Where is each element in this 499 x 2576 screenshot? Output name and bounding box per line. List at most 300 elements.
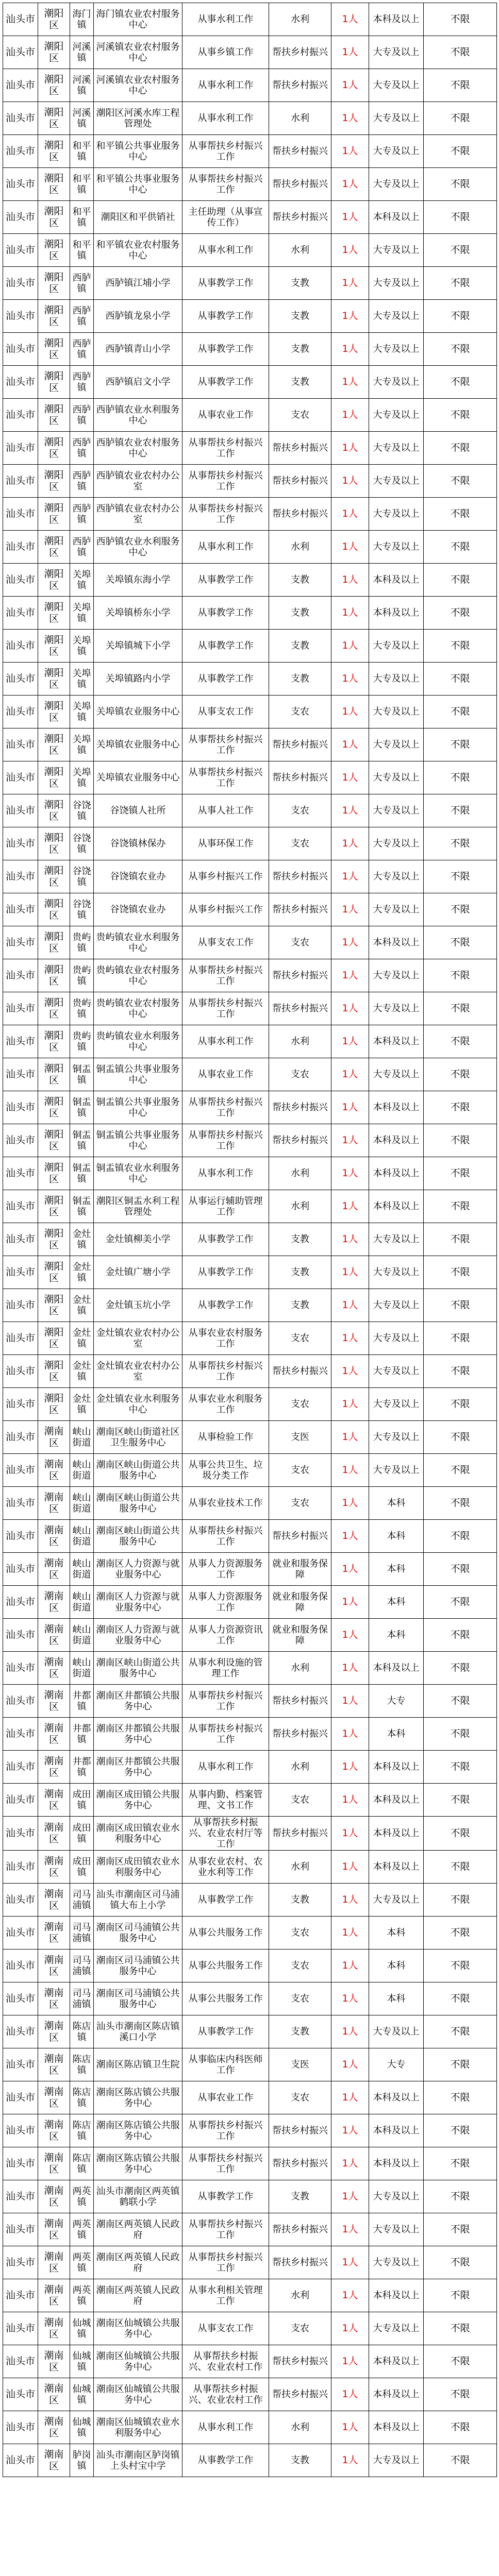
education-cell: 本科及以上 bbox=[369, 2279, 424, 2312]
table-row bbox=[3, 1851, 497, 1884]
district-cell: 潮阳区 bbox=[38, 36, 70, 69]
table-row bbox=[3, 1652, 497, 1685]
town-cell: 关埠镇 bbox=[70, 630, 94, 663]
district-cell: 潮阳区 bbox=[38, 1157, 70, 1190]
town-cell: 关埠镇 bbox=[70, 564, 94, 597]
unit-cell: 潮南区两英镇人民政府 bbox=[94, 2279, 182, 2312]
job-cell: 从事帮扶乡村振兴工作 bbox=[182, 465, 269, 498]
job-cell: 从事公共服务工作 bbox=[182, 1950, 269, 1982]
unit-cell: 潮南区成田镇农业水利服务中心 bbox=[94, 1817, 182, 1851]
unit-cell: 谷饶镇农业办 bbox=[94, 893, 182, 926]
education-cell: 本科 bbox=[369, 1917, 424, 1950]
requirement-cell: 不限 bbox=[424, 1586, 497, 1619]
category-cell: 帮扶乡村振兴 bbox=[269, 201, 331, 234]
requirement-cell: 不限 bbox=[424, 1322, 497, 1355]
table-row bbox=[3, 1950, 497, 1982]
town-cell: 和平镇 bbox=[70, 234, 94, 267]
requirement-cell: 不限 bbox=[424, 399, 497, 432]
town-cell: 司马浦镇 bbox=[70, 1950, 94, 1982]
category-cell: 支农 bbox=[269, 827, 331, 860]
headcount-cell: 1人 bbox=[331, 2048, 369, 2081]
table-row bbox=[3, 1718, 497, 1751]
city-cell: 汕头市 bbox=[3, 2246, 38, 2279]
job-cell: 从事教学工作 bbox=[182, 663, 269, 696]
unit-cell: 潮南区井都镇公共服务中心 bbox=[94, 1718, 182, 1751]
city-cell: 汕头市 bbox=[3, 1058, 38, 1091]
table-row bbox=[3, 1091, 497, 1124]
headcount-cell: 1人 bbox=[331, 1124, 369, 1157]
city-cell: 汕头市 bbox=[3, 794, 38, 827]
table-row bbox=[3, 2279, 497, 2312]
requirement-cell: 不限 bbox=[424, 102, 497, 135]
headcount-cell: 1人 bbox=[331, 663, 369, 696]
unit-cell: 潮南区两英镇人民政府 bbox=[94, 2213, 182, 2246]
requirement-cell: 不限 bbox=[424, 234, 497, 267]
city-cell: 汕头市 bbox=[3, 696, 38, 728]
requirement-cell: 不限 bbox=[424, 860, 497, 893]
requirement-cell: 不限 bbox=[424, 1157, 497, 1190]
job-cell: 从事帮扶乡村振兴工作 bbox=[182, 728, 269, 761]
job-cell: 从事帮扶乡村振兴工作 bbox=[182, 1685, 269, 1718]
education-cell: 大专及以上 bbox=[369, 2444, 424, 2477]
headcount-cell: 1人 bbox=[331, 3, 369, 36]
unit-cell: 潮南区两英镇人民政府 bbox=[94, 2246, 182, 2279]
category-cell: 水利 bbox=[269, 1025, 331, 1058]
unit-cell: 潮南区陈店镇公共服务中心 bbox=[94, 2114, 182, 2147]
town-cell: 铜盂镇 bbox=[70, 1157, 94, 1190]
town-cell: 峡山街道 bbox=[70, 1652, 94, 1685]
requirement-cell: 不限 bbox=[424, 2312, 497, 2345]
category-cell: 就业和服务保障 bbox=[269, 1619, 331, 1652]
requirement-cell: 不限 bbox=[424, 201, 497, 234]
requirement-cell: 不限 bbox=[424, 1454, 497, 1487]
table-row bbox=[3, 1982, 497, 2015]
headcount-cell: 1人 bbox=[331, 333, 369, 366]
category-cell: 水利 bbox=[269, 102, 331, 135]
requirement-cell: 不限 bbox=[424, 69, 497, 102]
requirement-cell: 不限 bbox=[424, 1223, 497, 1256]
district-cell: 潮阳区 bbox=[38, 992, 70, 1025]
job-cell: 从事水利工作 bbox=[182, 2411, 269, 2444]
requirement-cell: 不限 bbox=[424, 1685, 497, 1718]
category-cell: 支教 bbox=[269, 597, 331, 630]
job-cell: 从事教学工作 bbox=[182, 1256, 269, 1289]
category-cell: 帮扶乡村振兴 bbox=[269, 893, 331, 926]
table-row bbox=[3, 2081, 497, 2114]
town-cell: 金灶镇 bbox=[70, 1289, 94, 1322]
unit-cell: 潮阳区和平供销社 bbox=[94, 201, 182, 234]
city-cell: 汕头市 bbox=[3, 1751, 38, 1784]
table-row bbox=[3, 2048, 497, 2081]
district-cell: 潮阳区 bbox=[38, 300, 70, 333]
town-cell: 西胪镇 bbox=[70, 399, 94, 432]
district-cell: 潮阳区 bbox=[38, 3, 70, 36]
education-cell: 大专及以上 bbox=[369, 1223, 424, 1256]
education-cell: 大专及以上 bbox=[369, 399, 424, 432]
unit-cell: 西胪镇启文小学 bbox=[94, 366, 182, 399]
table-row bbox=[3, 498, 497, 531]
district-cell: 潮南区 bbox=[38, 1817, 70, 1851]
city-cell: 汕头市 bbox=[3, 399, 38, 432]
education-cell: 大专及以上 bbox=[369, 1884, 424, 1917]
headcount-cell: 1人 bbox=[331, 2246, 369, 2279]
town-cell: 谷饶镇 bbox=[70, 794, 94, 827]
job-cell: 从事教学工作 bbox=[182, 630, 269, 663]
town-cell: 成田镇 bbox=[70, 1851, 94, 1884]
job-cell: 主任助理（从事宣传工作） bbox=[182, 201, 269, 234]
education-cell: 本科及以上 bbox=[369, 2114, 424, 2147]
city-cell: 汕头市 bbox=[3, 1884, 38, 1917]
job-cell: 从事帮扶乡村振兴工作 bbox=[182, 498, 269, 531]
category-cell: 帮扶乡村振兴 bbox=[269, 959, 331, 992]
headcount-cell: 1人 bbox=[331, 1190, 369, 1223]
category-cell: 水利 bbox=[269, 1190, 331, 1223]
requirement-cell: 不限 bbox=[424, 663, 497, 696]
city-cell: 汕头市 bbox=[3, 1223, 38, 1256]
district-cell: 潮阳区 bbox=[38, 1058, 70, 1091]
unit-cell: 潮南区峡山街道公共服务中心 bbox=[94, 1487, 182, 1520]
category-cell: 支农 bbox=[269, 1058, 331, 1091]
table-row bbox=[3, 1289, 497, 1322]
category-cell: 支农 bbox=[269, 1982, 331, 2015]
headcount-cell: 1人 bbox=[331, 728, 369, 761]
unit-cell: 西胪镇农业水利服务中心 bbox=[94, 531, 182, 564]
town-cell: 两英镇 bbox=[70, 2180, 94, 2213]
job-cell: 从事农业技术工作 bbox=[182, 1487, 269, 1520]
city-cell: 汕头市 bbox=[3, 2015, 38, 2048]
headcount-cell: 1人 bbox=[331, 1322, 369, 1355]
category-cell: 帮扶乡村振兴 bbox=[269, 728, 331, 761]
unit-cell: 潮南区成田镇农业水利服务中心 bbox=[94, 1851, 182, 1884]
table-row bbox=[3, 135, 497, 168]
table-row bbox=[3, 663, 497, 696]
city-cell: 汕头市 bbox=[3, 2444, 38, 2477]
city-cell: 汕头市 bbox=[3, 1982, 38, 2015]
education-cell: 大专 bbox=[369, 1685, 424, 1718]
requirement-cell: 不限 bbox=[424, 2015, 497, 2048]
unit-cell: 和平镇农业农村服务中心 bbox=[94, 234, 182, 267]
unit-cell: 潮南区陈店镇公共服务中心 bbox=[94, 2081, 182, 2114]
district-cell: 潮南区 bbox=[38, 1586, 70, 1619]
education-cell: 大专及以上 bbox=[369, 2015, 424, 2048]
table-row bbox=[3, 267, 497, 300]
table-row bbox=[3, 1784, 497, 1817]
city-cell: 汕头市 bbox=[3, 2312, 38, 2345]
requirement-cell: 不限 bbox=[424, 1124, 497, 1157]
table-row bbox=[3, 1817, 497, 1851]
table-row bbox=[3, 992, 497, 1025]
education-cell: 本科 bbox=[369, 1487, 424, 1520]
education-cell: 大专及以上 bbox=[369, 1355, 424, 1388]
job-cell: 从事帮扶乡村振兴工作 bbox=[182, 2147, 269, 2180]
category-cell: 支农 bbox=[269, 1487, 331, 1520]
job-cell: 从事帮扶乡村振兴工作 bbox=[182, 2246, 269, 2279]
category-cell: 支农 bbox=[269, 1454, 331, 1487]
district-cell: 潮阳区 bbox=[38, 234, 70, 267]
job-cell: 从事公共服务工作 bbox=[182, 1982, 269, 2015]
education-cell: 大专及以上 bbox=[369, 135, 424, 168]
unit-cell: 金灶镇农业农村办公室 bbox=[94, 1355, 182, 1388]
unit-cell: 金灶镇柳美小学 bbox=[94, 1223, 182, 1256]
requirement-cell: 不限 bbox=[424, 1025, 497, 1058]
requirement-cell: 不限 bbox=[424, 1950, 497, 1982]
city-cell: 汕头市 bbox=[3, 1619, 38, 1652]
city-cell: 汕头市 bbox=[3, 2213, 38, 2246]
category-cell: 帮扶乡村振兴 bbox=[269, 2246, 331, 2279]
job-cell: 从事教学工作 bbox=[182, 333, 269, 366]
city-cell: 汕头市 bbox=[3, 1322, 38, 1355]
city-cell: 汕头市 bbox=[3, 366, 38, 399]
town-cell: 铜盂镇 bbox=[70, 1190, 94, 1223]
job-cell: 从事公共卫生、垃圾分类工作 bbox=[182, 1454, 269, 1487]
education-cell: 大专及以上 bbox=[369, 300, 424, 333]
district-cell: 潮阳区 bbox=[38, 728, 70, 761]
job-cell: 从事人力资源服务工作 bbox=[182, 1586, 269, 1619]
unit-cell: 潮南区峡山街道社区卫生服务中心 bbox=[94, 1421, 182, 1454]
district-cell: 潮阳区 bbox=[38, 926, 70, 959]
town-cell: 铜盂镇 bbox=[70, 1091, 94, 1124]
district-cell: 潮阳区 bbox=[38, 432, 70, 465]
requirement-cell: 不限 bbox=[424, 1884, 497, 1917]
education-cell: 大专及以上 bbox=[369, 366, 424, 399]
table-row bbox=[3, 761, 497, 794]
education-cell: 本科及以上 bbox=[369, 926, 424, 959]
job-cell: 从事乡镇工作 bbox=[182, 36, 269, 69]
requirement-cell: 不限 bbox=[424, 2345, 497, 2378]
unit-cell: 潮南区峡山街道公共服务中心 bbox=[94, 1520, 182, 1553]
category-cell: 帮扶乡村振兴 bbox=[269, 168, 331, 201]
headcount-cell: 1人 bbox=[331, 2444, 369, 2477]
district-cell: 潮南区 bbox=[38, 2312, 70, 2345]
headcount-cell: 1人 bbox=[331, 2081, 369, 2114]
requirement-cell: 不限 bbox=[424, 267, 497, 300]
job-cell: 从事农业工作 bbox=[182, 1058, 269, 1091]
job-cell: 从事教学工作 bbox=[182, 2444, 269, 2477]
district-cell: 潮阳区 bbox=[38, 1025, 70, 1058]
unit-cell: 关埠镇路内小学 bbox=[94, 663, 182, 696]
table-row bbox=[3, 36, 497, 69]
category-cell: 水利 bbox=[269, 3, 331, 36]
city-cell: 汕头市 bbox=[3, 201, 38, 234]
requirement-cell: 不限 bbox=[424, 1652, 497, 1685]
table-row bbox=[3, 696, 497, 728]
requirement-cell: 不限 bbox=[424, 827, 497, 860]
requirement-cell: 不限 bbox=[424, 36, 497, 69]
headcount-cell: 1人 bbox=[331, 1652, 369, 1685]
city-cell: 汕头市 bbox=[3, 2279, 38, 2312]
requirement-cell: 不限 bbox=[424, 1619, 497, 1652]
education-cell: 大专及以上 bbox=[369, 1322, 424, 1355]
category-cell: 帮扶乡村振兴 bbox=[269, 1091, 331, 1124]
unit-cell: 谷饶镇农业办 bbox=[94, 860, 182, 893]
education-cell: 本科及以上 bbox=[369, 1091, 424, 1124]
unit-cell: 和平镇公共事业服务中心 bbox=[94, 135, 182, 168]
table-body bbox=[3, 3, 497, 2477]
unit-cell: 汕头市潮南区陈店镇溪口小学 bbox=[94, 2015, 182, 2048]
table-row bbox=[3, 1124, 497, 1157]
requirement-cell: 不限 bbox=[424, 564, 497, 597]
headcount-cell: 1人 bbox=[331, 1520, 369, 1553]
town-cell: 峡山街道 bbox=[70, 1553, 94, 1586]
job-cell: 从事帮扶乡村振兴工作 bbox=[182, 432, 269, 465]
district-cell: 潮南区 bbox=[38, 1685, 70, 1718]
headcount-cell: 1人 bbox=[331, 1685, 369, 1718]
category-cell: 支教 bbox=[269, 366, 331, 399]
education-cell: 本科及以上 bbox=[369, 2378, 424, 2411]
unit-cell: 河溪镇农业农村服务中心 bbox=[94, 69, 182, 102]
district-cell: 潮南区 bbox=[38, 2246, 70, 2279]
job-cell: 从事支农工作 bbox=[182, 2312, 269, 2345]
headcount-cell: 1人 bbox=[331, 2114, 369, 2147]
category-cell: 帮扶乡村振兴 bbox=[269, 2147, 331, 2180]
category-cell: 支教 bbox=[269, 2444, 331, 2477]
district-cell: 潮南区 bbox=[38, 1784, 70, 1817]
job-cell: 从事水利工作 bbox=[182, 1157, 269, 1190]
headcount-cell: 1人 bbox=[331, 696, 369, 728]
headcount-cell: 1人 bbox=[331, 761, 369, 794]
job-cell: 从事教学工作 bbox=[182, 1289, 269, 1322]
district-cell: 潮南区 bbox=[38, 1884, 70, 1917]
city-cell: 汕头市 bbox=[3, 498, 38, 531]
town-cell: 金灶镇 bbox=[70, 1256, 94, 1289]
district-cell: 潮阳区 bbox=[38, 399, 70, 432]
education-cell: 大专及以上 bbox=[369, 1388, 424, 1421]
town-cell: 仙城镇 bbox=[70, 2312, 94, 2345]
unit-cell: 西胪镇农业水利服务中心 bbox=[94, 399, 182, 432]
town-cell: 河溪镇 bbox=[70, 36, 94, 69]
headcount-cell: 1人 bbox=[331, 2378, 369, 2411]
unit-cell: 潮阳区铜盂水利工程管理处 bbox=[94, 1190, 182, 1223]
city-cell: 汕头市 bbox=[3, 2147, 38, 2180]
district-cell: 潮南区 bbox=[38, 2081, 70, 2114]
district-cell: 潮阳区 bbox=[38, 333, 70, 366]
requirement-cell: 不限 bbox=[424, 1520, 497, 1553]
job-cell: 从事水利工作 bbox=[182, 3, 269, 36]
headcount-cell: 1人 bbox=[331, 1058, 369, 1091]
job-cell: 从事帮扶乡村振兴工作 bbox=[182, 1355, 269, 1388]
table-row bbox=[3, 794, 497, 827]
district-cell: 潮阳区 bbox=[38, 1355, 70, 1388]
district-cell: 潮南区 bbox=[38, 1982, 70, 2015]
category-cell: 帮扶乡村振兴 bbox=[269, 1718, 331, 1751]
city-cell: 汕头市 bbox=[3, 1917, 38, 1950]
city-cell: 汕头市 bbox=[3, 761, 38, 794]
headcount-cell: 1人 bbox=[331, 498, 369, 531]
job-cell: 从事人社工作 bbox=[182, 794, 269, 827]
education-cell: 本科及以上 bbox=[369, 201, 424, 234]
table-row bbox=[3, 1157, 497, 1190]
education-cell: 本科及以上 bbox=[369, 2345, 424, 2378]
town-cell: 铜盂镇 bbox=[70, 1124, 94, 1157]
table-row bbox=[3, 1355, 497, 1388]
headcount-cell: 1人 bbox=[331, 531, 369, 564]
table-row bbox=[3, 1190, 497, 1223]
unit-cell: 关埠镇农业服务中心 bbox=[94, 761, 182, 794]
headcount-cell: 1人 bbox=[331, 2015, 369, 2048]
table-row bbox=[3, 860, 497, 893]
education-cell: 大专及以上 bbox=[369, 234, 424, 267]
headcount-cell: 1人 bbox=[331, 1091, 369, 1124]
education-cell: 本科 bbox=[369, 1950, 424, 1982]
city-cell: 汕头市 bbox=[3, 102, 38, 135]
job-cell: 从事临床内科医师工作 bbox=[182, 2048, 269, 2081]
city-cell: 汕头市 bbox=[3, 1124, 38, 1157]
job-cell: 从事帮扶乡村振兴、农业农村工作 bbox=[182, 2345, 269, 2378]
town-cell: 西胪镇 bbox=[70, 333, 94, 366]
job-cell: 从事教学工作 bbox=[182, 366, 269, 399]
education-cell: 大专及以上 bbox=[369, 2246, 424, 2279]
unit-cell: 金灶镇农业水利服务中心 bbox=[94, 1388, 182, 1421]
unit-cell: 潮南区仙城镇公共服务中心 bbox=[94, 2345, 182, 2378]
headcount-cell: 1人 bbox=[331, 992, 369, 1025]
table-row bbox=[3, 333, 497, 366]
requirement-cell: 不限 bbox=[424, 728, 497, 761]
education-cell: 大专及以上 bbox=[369, 69, 424, 102]
district-cell: 潮阳区 bbox=[38, 1256, 70, 1289]
education-cell: 本科及以上 bbox=[369, 2411, 424, 2444]
city-cell: 汕头市 bbox=[3, 893, 38, 926]
requirement-cell: 不限 bbox=[424, 2048, 497, 2081]
city-cell: 汕头市 bbox=[3, 597, 38, 630]
town-cell: 河溪镇 bbox=[70, 102, 94, 135]
headcount-cell: 1人 bbox=[331, 1388, 369, 1421]
education-cell: 大专及以上 bbox=[369, 333, 424, 366]
category-cell: 帮扶乡村振兴 bbox=[269, 860, 331, 893]
category-cell: 支农 bbox=[269, 696, 331, 728]
headcount-cell: 1人 bbox=[331, 959, 369, 992]
table-row bbox=[3, 959, 497, 992]
category-cell: 支农 bbox=[269, 2081, 331, 2114]
requirement-cell: 不限 bbox=[424, 1718, 497, 1751]
job-cell: 从事帮扶乡村振兴工作 bbox=[182, 168, 269, 201]
job-cell: 从事农业农村、农业水利等工作 bbox=[182, 1851, 269, 1884]
headcount-cell: 1人 bbox=[331, 267, 369, 300]
requirement-cell: 不限 bbox=[424, 1851, 497, 1884]
category-cell: 帮扶乡村振兴 bbox=[269, 36, 331, 69]
city-cell: 汕头市 bbox=[3, 1025, 38, 1058]
job-cell: 从事公共服务工作 bbox=[182, 1917, 269, 1950]
town-cell: 关埠镇 bbox=[70, 597, 94, 630]
table-row bbox=[3, 926, 497, 959]
requirement-cell: 不限 bbox=[424, 1553, 497, 1586]
town-cell: 司马浦镇 bbox=[70, 1982, 94, 2015]
district-cell: 潮阳区 bbox=[38, 1322, 70, 1355]
table-row bbox=[3, 201, 497, 234]
requirement-cell: 不限 bbox=[424, 2444, 497, 2477]
city-cell: 汕头市 bbox=[3, 1652, 38, 1685]
town-cell: 峡山街道 bbox=[70, 1520, 94, 1553]
city-cell: 汕头市 bbox=[3, 1950, 38, 1982]
table-row bbox=[3, 300, 497, 333]
city-cell: 汕头市 bbox=[3, 663, 38, 696]
category-cell: 帮扶乡村振兴 bbox=[269, 992, 331, 1025]
job-cell: 从事人力资源服务工作 bbox=[182, 1553, 269, 1586]
job-cell: 从事农业农村服务工作 bbox=[182, 1322, 269, 1355]
town-cell: 金灶镇 bbox=[70, 1388, 94, 1421]
requirement-cell: 不限 bbox=[424, 135, 497, 168]
headcount-cell: 1人 bbox=[331, 1355, 369, 1388]
unit-cell: 关埠镇农业服务中心 bbox=[94, 696, 182, 728]
district-cell: 潮南区 bbox=[38, 1454, 70, 1487]
district-cell: 潮南区 bbox=[38, 2411, 70, 2444]
district-cell: 潮阳区 bbox=[38, 465, 70, 498]
unit-cell: 贵屿镇农业农村服务中心 bbox=[94, 992, 182, 1025]
city-cell: 汕头市 bbox=[3, 1388, 38, 1421]
education-cell: 大专及以上 bbox=[369, 1289, 424, 1322]
unit-cell: 潮南区仙城镇农业水利服务中心 bbox=[94, 2411, 182, 2444]
category-cell: 支医 bbox=[269, 1421, 331, 1454]
table-row bbox=[3, 1421, 497, 1454]
